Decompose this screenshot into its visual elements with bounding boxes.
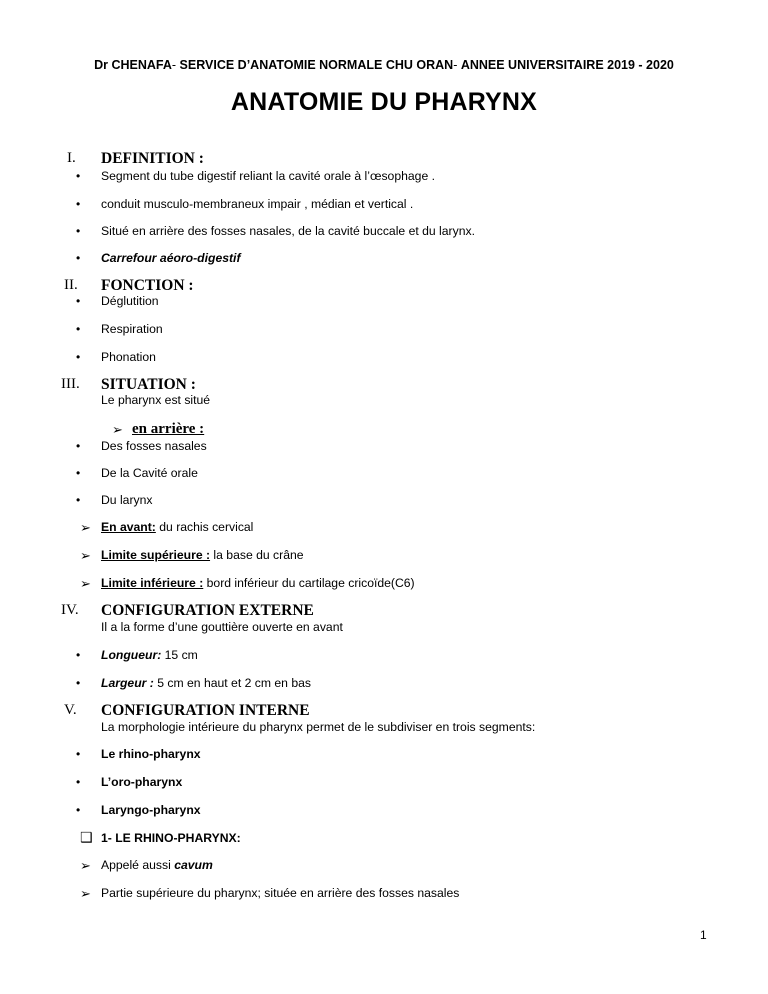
bullet: •	[76, 775, 81, 789]
header-separator: -	[453, 58, 461, 72]
list-item	[101, 648, 198, 662]
bullet: •	[76, 747, 81, 761]
section-title-situation: SITUATION :	[101, 376, 196, 393]
bullet: •	[76, 803, 81, 817]
section-title-definition: DEFINITION :	[101, 150, 204, 167]
arrow-item-text: Appelé aussi	[101, 858, 175, 872]
bullet: •	[76, 648, 81, 662]
list-item	[101, 676, 311, 690]
list-item: conduit musculo-membraneux impair , médian et vertical .	[101, 197, 414, 211]
arrow-item	[101, 576, 415, 590]
arrow-bullet: ➢	[80, 858, 91, 873]
arrow-item-text: du rachis cervical	[155, 520, 254, 534]
subsection-heading-rhino-pharynx: 1- LE RHINO-PHARYNX:	[101, 831, 241, 845]
list-item: Laryngo-pharynx	[101, 803, 201, 817]
arrow-bullet: ➢	[80, 548, 91, 563]
section-intro: La morphologie intérieure du pharynx permet de le subdiviser en trois segments:	[101, 720, 536, 734]
bullet: •	[76, 197, 81, 211]
page-number: 1	[700, 928, 707, 942]
arrow-item-label: Limite supérieure :	[101, 548, 211, 562]
bullet: •	[76, 466, 81, 480]
header-service: SERVICE D’ANATOMIE NORMALE CHU ORAN	[179, 58, 454, 72]
header-author: Dr CHENAFA	[94, 58, 172, 72]
list-item-text: 15 cm	[161, 648, 198, 662]
section-title-configuration-interne: CONFIGURATION INTERNE	[101, 702, 310, 719]
section-number: V.	[64, 702, 77, 718]
section-title-configuration-externe: CONFIGURATION EXTERNE	[101, 602, 314, 619]
bullet: •	[76, 439, 81, 453]
section-title-fonction: FONCTION :	[101, 277, 194, 294]
bullet: •	[76, 224, 81, 238]
bullet: •	[76, 294, 81, 308]
list-item: De la Cavité orale	[101, 466, 198, 480]
bullet: •	[76, 350, 81, 364]
page-title: ANATOMIE DU PHARYNX	[230, 88, 538, 116]
arrow-item-text: bord inférieur du cartilage cricoïde(C6)	[203, 576, 415, 590]
arrow-item-label: Limite inférieure :	[101, 576, 204, 590]
section-intro: Il a la forme d’une gouttière ouverte en avant	[101, 620, 343, 634]
list-item-label: Longueur:	[101, 648, 162, 662]
list-item: Respiration	[101, 322, 163, 336]
arrow-bullet: ➢	[80, 886, 91, 901]
bullet: •	[76, 676, 81, 690]
arrow-bullet: ➢	[80, 520, 91, 535]
list-item: Déglutition	[101, 294, 159, 308]
list-item: Des fosses nasales	[101, 439, 207, 453]
bullet: •	[76, 169, 81, 183]
arrow-bullet: ➢	[80, 576, 91, 591]
list-item: L’oro-pharynx	[101, 775, 183, 789]
arrow-item	[101, 548, 304, 562]
subsection-title-en-arriere: en arrière :	[132, 421, 205, 437]
header-separator: -	[171, 58, 180, 72]
list-item: Du larynx	[101, 493, 153, 507]
section-number: IV.	[61, 602, 79, 618]
arrow-item-emphasis: cavum	[174, 858, 213, 872]
arrow-item	[101, 520, 253, 534]
section-number: II.	[64, 277, 78, 293]
header-year: ANNEE UNIVERSITAIRE 2019 - 2020	[460, 58, 674, 72]
list-item-text: 5 cm en haut et 2 cm en bas	[153, 676, 311, 690]
list-item: Phonation	[101, 350, 156, 364]
section-intro: Le pharynx est situé	[101, 393, 211, 407]
list-item: Situé en arrière des fosses nasales, de la cavité buccale et du larynx.	[101, 224, 475, 238]
list-item: Carrefour aéoro-digestif	[101, 251, 241, 265]
arrow-item-label: En avant:	[101, 520, 156, 534]
bullet: •	[76, 251, 81, 265]
arrow-item: Partie supérieure du pharynx; située en arrière des fosses nasales	[101, 886, 460, 900]
list-item: Segment du tube digestif reliant la cavité orale à l’œsophage .	[101, 169, 435, 183]
page-header	[0, 58, 768, 72]
square-bullet-icon: ❑	[80, 829, 93, 845]
arrow-bullet: ➢	[112, 422, 123, 437]
section-number: I.	[67, 150, 76, 166]
arrow-item-text: la base du crâne	[210, 548, 304, 562]
arrow-item	[101, 858, 213, 872]
section-number: III.	[61, 376, 80, 392]
bullet: •	[76, 493, 81, 507]
list-item: Le rhino-pharynx	[101, 747, 201, 761]
list-item-label: Largeur :	[101, 676, 154, 690]
bullet: •	[76, 322, 81, 336]
